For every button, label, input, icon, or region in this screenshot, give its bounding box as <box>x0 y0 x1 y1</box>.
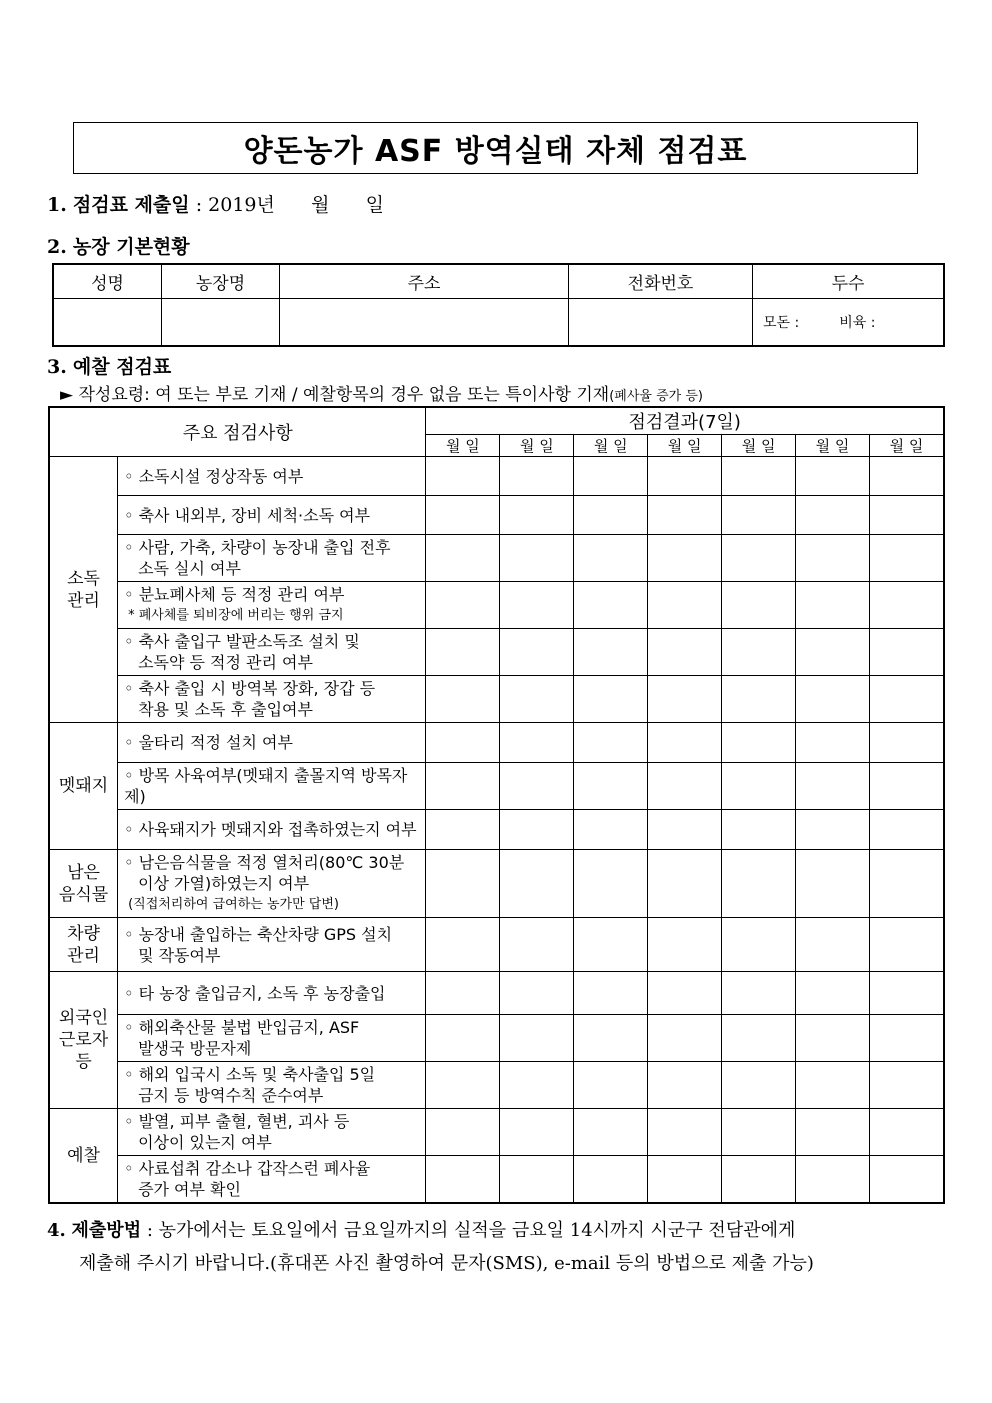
result-cell[interactable] <box>574 629 648 676</box>
table-row <box>49 763 944 810</box>
category-cell: 예찰 <box>49 1109 118 1204</box>
result-cell[interactable] <box>796 1015 870 1062</box>
category-cell: 외국인 근로자 등 <box>49 972 118 1109</box>
check-item <box>118 1109 426 1156</box>
result-cell[interactable] <box>500 1015 574 1062</box>
result-cell[interactable] <box>648 918 722 972</box>
table-row <box>49 1109 944 1156</box>
check-item-line: ◦ 축사 내외부, 장비 세척·소독 여부 <box>124 505 371 525</box>
mother-pig-label: 모돈 : <box>763 315 800 331</box>
table-row <box>49 1156 944 1204</box>
result-cell[interactable] <box>500 496 574 535</box>
table-row <box>49 810 944 850</box>
result-cell[interactable] <box>796 972 870 1015</box>
result-cell[interactable] <box>869 535 944 582</box>
check-item <box>118 850 426 918</box>
day-header: 월 일 <box>722 435 796 457</box>
day-header: 월 일 <box>796 435 870 457</box>
check-item-line: 이상이 있는지 여부 <box>138 1133 272 1152</box>
farm-info-table <box>52 263 945 347</box>
category-cell: 소독 관리 <box>49 457 118 723</box>
result-cell[interactable] <box>648 535 722 582</box>
cell-heads[interactable] <box>753 299 945 347</box>
result-cell[interactable] <box>722 810 796 850</box>
result-cell[interactable] <box>648 723 722 763</box>
result-cell[interactable] <box>574 457 648 496</box>
result-cell[interactable] <box>574 1156 648 1204</box>
check-item <box>118 676 426 723</box>
result-cell[interactable] <box>500 1156 574 1204</box>
result-cell[interactable] <box>722 972 796 1015</box>
check-item-line: ◦ 남은음식물을 적정 열처리(80℃ 30분 <box>124 853 405 872</box>
result-cell[interactable] <box>869 629 944 676</box>
result-cell[interactable] <box>796 763 870 810</box>
check-item-line: ◦ 사육돼지가 멧돼지와 접촉하였는지 여부 <box>124 820 417 839</box>
day-header: 월 일 <box>869 435 944 457</box>
section4-text1: : 농가에서는 토요일에서 금요일까지의 실적을 금요일 14시까지 시군구 전담관에게 <box>146 1220 796 1241</box>
result-cell[interactable] <box>869 1062 944 1109</box>
result-cell[interactable] <box>869 972 944 1015</box>
result-cell[interactable] <box>722 676 796 723</box>
check-item-line: 발생국 방문자제 <box>138 1039 252 1058</box>
header-main-items: 주요 점검사항 <box>49 407 426 457</box>
result-cell[interactable] <box>869 1015 944 1062</box>
check-item-line: 이상 가열)하였는지 여부 <box>138 874 310 893</box>
check-item-line: 소독 실시 여부 <box>138 559 241 578</box>
submission-date: 2019년 월 일 <box>208 194 385 216</box>
category-cell: 멧돼지 <box>49 723 118 850</box>
section2-num: 2. <box>47 236 67 258</box>
check-item <box>118 763 426 810</box>
result-cell[interactable] <box>648 1156 722 1204</box>
result-cell[interactable] <box>500 723 574 763</box>
result-cell[interactable] <box>648 629 722 676</box>
check-item <box>118 629 426 676</box>
section3-label: 예찰 점검표 <box>72 356 172 378</box>
result-cell[interactable] <box>869 496 944 535</box>
result-cell[interactable] <box>722 496 796 535</box>
result-cell[interactable] <box>648 1109 722 1156</box>
check-item-line: ◦ 방목 사육여부(멧돼지 출몰지역 방목자제) <box>124 766 408 806</box>
result-cell[interactable] <box>869 582 944 629</box>
fattening-pig-label: 비육 : <box>839 315 876 331</box>
result-cell[interactable] <box>500 972 574 1015</box>
result-cell[interactable] <box>426 535 500 582</box>
header-phone: 전화번호 <box>569 264 753 299</box>
check-item-line: 착용 및 소독 후 출입여부 <box>138 700 313 719</box>
check-item-line: ◦ 울타리 적정 설치 여부 <box>124 733 293 752</box>
result-cell[interactable] <box>722 535 796 582</box>
result-cell[interactable] <box>500 810 574 850</box>
result-cell[interactable] <box>574 1062 648 1109</box>
result-cell[interactable] <box>500 582 574 629</box>
check-item-line: 증가 여부 확인 <box>138 1180 241 1199</box>
result-cell[interactable] <box>426 1109 500 1156</box>
check-item-line: ◦ 분뇨폐사체 등 적정 관리 여부 <box>124 585 345 604</box>
result-cell[interactable] <box>722 723 796 763</box>
check-item-note: (직접처리하여 급여하는 농가만 답변) <box>128 897 339 912</box>
guide-small: (폐사율 증가 등) <box>609 389 703 404</box>
section3-heading <box>47 352 171 379</box>
result-cell[interactable] <box>796 1062 870 1109</box>
result-cell[interactable] <box>796 629 870 676</box>
result-cell[interactable] <box>796 918 870 972</box>
day-header: 월 일 <box>426 435 500 457</box>
result-cell[interactable] <box>722 1109 796 1156</box>
check-item <box>118 496 426 535</box>
header-heads: 두수 <box>753 264 945 299</box>
result-cell[interactable] <box>869 810 944 850</box>
result-cell[interactable] <box>500 763 574 810</box>
result-cell[interactable] <box>426 629 500 676</box>
check-item-line: ◦ 축사 출입구 발판소독조 설치 및 <box>124 632 360 651</box>
check-item-line: ◦ 해외축산물 불법 반입금지, ASF <box>124 1018 360 1037</box>
section4-label: 제출방법 <box>71 1220 142 1241</box>
day-header: 월 일 <box>574 435 648 457</box>
table-row <box>49 535 944 582</box>
result-cell[interactable] <box>574 972 648 1015</box>
result-cell[interactable] <box>869 723 944 763</box>
day-header: 월 일 <box>500 435 574 457</box>
check-item <box>118 1156 426 1204</box>
result-cell[interactable] <box>796 810 870 850</box>
document-title: 양돈농가 ASF 방역실태 자체 점검표 <box>243 134 748 169</box>
header-name: 성명 <box>53 264 162 299</box>
result-cell[interactable] <box>500 676 574 723</box>
guide-text: ► 작성요령: 여 또는 부로 기재 / 예찰항목의 경우 없음 또는 특이사항 기재 <box>60 385 610 405</box>
category-cell: 남은 음식물 <box>49 850 118 918</box>
result-cell[interactable] <box>796 676 870 723</box>
check-item <box>118 582 426 629</box>
check-item <box>118 918 426 972</box>
category-cell: 차량 관리 <box>49 918 118 972</box>
result-cell[interactable] <box>648 850 722 918</box>
check-item-line: 금지 등 방역수칙 준수여부 <box>138 1086 324 1105</box>
result-cell[interactable] <box>869 457 944 496</box>
check-item-note: * 폐사체를 퇴비장에 버리는 행위 금지 <box>128 608 344 623</box>
result-cell[interactable] <box>869 850 944 918</box>
result-cell[interactable] <box>426 1062 500 1109</box>
result-cell[interactable] <box>722 629 796 676</box>
result-cell[interactable] <box>426 972 500 1015</box>
result-cell[interactable] <box>574 723 648 763</box>
result-cell[interactable] <box>648 763 722 810</box>
section1-sep: : <box>195 194 203 216</box>
result-cell[interactable] <box>426 850 500 918</box>
result-cell[interactable] <box>722 850 796 918</box>
result-cell[interactable] <box>869 1109 944 1156</box>
header-result: 점검결과(7일) <box>426 407 944 435</box>
cell-phone[interactable] <box>569 299 753 347</box>
result-cell[interactable] <box>869 1156 944 1204</box>
check-item <box>118 535 426 582</box>
result-cell[interactable] <box>722 1062 796 1109</box>
result-cell[interactable] <box>426 1015 500 1062</box>
table-row <box>49 582 944 629</box>
result-cell[interactable] <box>426 723 500 763</box>
result-cell[interactable] <box>574 810 648 850</box>
result-cell[interactable] <box>426 457 500 496</box>
result-cell[interactable] <box>500 1109 574 1156</box>
table-row <box>49 1015 944 1062</box>
result-cell[interactable] <box>574 676 648 723</box>
result-cell[interactable] <box>500 1062 574 1109</box>
result-cell[interactable] <box>796 535 870 582</box>
result-cell[interactable] <box>648 496 722 535</box>
result-cell[interactable] <box>500 918 574 972</box>
header-farm-name: 농장명 <box>162 264 280 299</box>
result-cell[interactable] <box>500 535 574 582</box>
check-item-line: 소독약 등 적정 관리 여부 <box>138 653 313 672</box>
check-item <box>118 457 426 496</box>
guide-note <box>60 380 703 405</box>
check-item-line: ◦ 사람, 가축, 차량이 농장내 출입 전후 <box>124 538 391 557</box>
section4 <box>47 1214 947 1280</box>
result-cell[interactable] <box>574 763 648 810</box>
check-item-line: ◦ 농장내 출입하는 축산차량 GPS 설치 <box>124 924 393 944</box>
result-cell[interactable] <box>722 457 796 496</box>
header-address: 주소 <box>280 264 569 299</box>
table-row <box>49 723 944 763</box>
result-cell[interactable] <box>722 763 796 810</box>
result-cell[interactable] <box>722 582 796 629</box>
result-cell[interactable] <box>500 457 574 496</box>
check-item <box>118 723 426 763</box>
check-item-line: ◦ 발열, 피부 출혈, 혈변, 괴사 등 <box>124 1112 350 1131</box>
result-cell[interactable] <box>426 582 500 629</box>
result-cell[interactable] <box>500 850 574 918</box>
cell-address[interactable] <box>280 299 569 347</box>
check-item <box>118 1062 426 1109</box>
result-cell[interactable] <box>500 629 574 676</box>
result-cell[interactable] <box>869 676 944 723</box>
table-row <box>49 676 944 723</box>
result-cell[interactable] <box>426 810 500 850</box>
result-cell[interactable] <box>722 1015 796 1062</box>
section2-label: 농장 기본현황 <box>72 236 190 258</box>
title-box <box>73 122 918 174</box>
day-header: 월 일 <box>648 435 722 457</box>
result-cell[interactable] <box>796 1156 870 1204</box>
result-cell[interactable] <box>574 496 648 535</box>
check-item-line: ◦ 소독시설 정상작동 여부 <box>124 466 304 486</box>
result-cell[interactable] <box>648 457 722 496</box>
table-row <box>49 629 944 676</box>
result-cell[interactable] <box>648 1015 722 1062</box>
result-cell[interactable] <box>426 763 500 810</box>
result-cell[interactable] <box>648 582 722 629</box>
result-cell[interactable] <box>796 496 870 535</box>
result-cell[interactable] <box>574 1015 648 1062</box>
result-cell[interactable] <box>574 535 648 582</box>
result-cell[interactable] <box>796 850 870 918</box>
section4-text2: 제출해 주시기 바랍니다.(휴대폰 사진 촬영하여 문자(SMS), e-mail 등의 방법으로 제출 가능) <box>79 1253 814 1274</box>
result-cell[interactable] <box>796 457 870 496</box>
result-cell[interactable] <box>574 1109 648 1156</box>
section4-num: 4. <box>47 1220 66 1241</box>
table-row <box>49 457 944 496</box>
section1-heading <box>47 190 384 217</box>
result-cell[interactable] <box>426 918 500 972</box>
check-item <box>118 1015 426 1062</box>
result-cell[interactable] <box>574 918 648 972</box>
section3-num: 3. <box>47 356 67 378</box>
result-cell[interactable] <box>426 676 500 723</box>
result-cell[interactable] <box>796 582 870 629</box>
inspection-table <box>48 406 945 1204</box>
result-cell[interactable] <box>796 723 870 763</box>
result-cell[interactable] <box>648 810 722 850</box>
check-item-line: ◦ 타 농장 출입금지, 소독 후 농장출입 <box>124 983 386 1003</box>
result-cell[interactable] <box>574 582 648 629</box>
result-cell[interactable] <box>574 850 648 918</box>
table-row <box>49 972 944 1015</box>
cell-farm-name[interactable] <box>162 299 280 347</box>
result-cell[interactable] <box>722 1156 796 1204</box>
check-item-line: ◦ 축사 출입 시 방역복 장화, 장갑 등 <box>124 679 376 698</box>
check-item <box>118 972 426 1015</box>
table-row <box>49 496 944 535</box>
check-item-line: 및 작동여부 <box>138 945 221 965</box>
section1-num: 1. <box>47 194 67 216</box>
result-cell[interactable] <box>426 1156 500 1204</box>
result-cell[interactable] <box>722 918 796 972</box>
check-item-line: ◦ 사료섭취 감소나 갑작스런 폐사율 <box>124 1159 371 1178</box>
table-row <box>49 850 944 918</box>
result-cell[interactable] <box>796 1109 870 1156</box>
result-cell[interactable] <box>648 972 722 1015</box>
check-item <box>118 810 426 850</box>
table-row <box>49 1062 944 1109</box>
result-cell[interactable] <box>648 676 722 723</box>
section1-label: 점검표 제출일 <box>72 194 190 216</box>
result-cell[interactable] <box>869 763 944 810</box>
check-item-line: ◦ 해외 입국시 소독 및 축사출입 5일 <box>124 1065 376 1084</box>
result-cell[interactable] <box>869 918 944 972</box>
result-cell[interactable] <box>426 496 500 535</box>
section2-heading <box>47 232 190 259</box>
table-row <box>49 918 944 972</box>
cell-name[interactable] <box>53 299 162 347</box>
result-cell[interactable] <box>648 1062 722 1109</box>
